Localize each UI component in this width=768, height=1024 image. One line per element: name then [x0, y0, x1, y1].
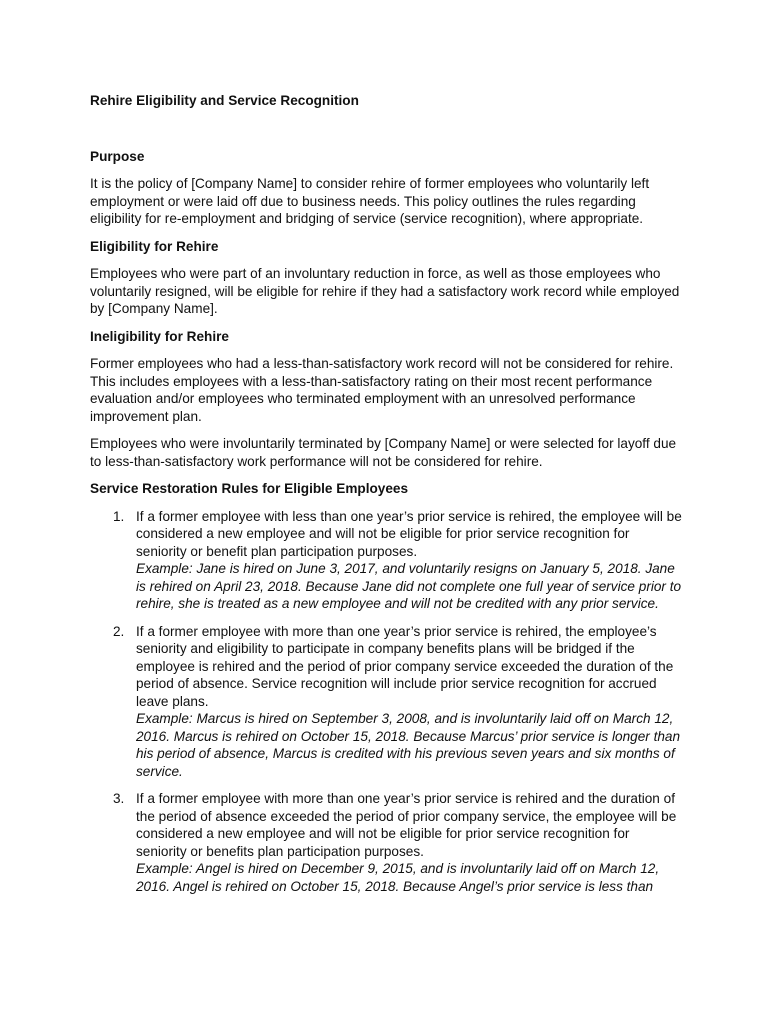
ineligibility-paragraph-1: Former employees who had a less-than-satisfactory work record will not be considered for rehire. This includes employees with a less-than-satisfactory rating on their most recent performance evaluation and/or employees who terminated employment with an unresolved performance improvement plan.: [90, 356, 674, 424]
list-item-number: 3.: [113, 791, 125, 806]
list-item: [90, 508, 682, 613]
list-item-number: 1.: [113, 508, 125, 524]
ineligibility-heading: Ineligibility for Rehire: [90, 328, 229, 344]
document-title: Rehire Eligibility and Service Recognition: [90, 93, 359, 108]
restoration-rules-list: [90, 508, 682, 896]
eligibility-heading: Eligibility for Rehire: [90, 238, 219, 254]
document-page: [90, 92, 682, 905]
ineligibility-paragraph-2: Employees who were involuntarily terminated by [Company Name] or were selected for layoff due to less-than-satisfactory work performance will not be considered for rehire.: [90, 436, 677, 469]
list-item-example: Example: Jane is hired on June 3, 2017, and voluntarily resigns on January 5, 2018. Jane is rehired on April 23, 2018. Because Jane did not complete one full year of service prior to rehire, she is treated as a new employee and will not be credited with any prior service.: [136, 561, 682, 611]
list-item-text: If a former employee with less than one year’s prior service is rehired, the employee will be considered a new employee and will not be eligible for prior service recognition for seniority or benefit plan participation purposes.: [136, 508, 682, 559]
purpose-paragraph: It is the policy of [Company Name] to consider rehire of former employees who voluntarily left employment or were laid off due to business needs. This policy outlines the rules regarding eligibility for re-employment and bridging of service (service recognition), where appropriate.: [90, 176, 650, 226]
list-item-text: If a former employee with more than one year’s prior service is rehired, the employee’s seniority and eligibility to participate in company benefits plans will be bridged if the employee is rehired and the period of prior company service exceeded the duration of the period of absence. Service recognition will include prior service recognition for accrued leave plans.: [136, 623, 674, 709]
list-item: [90, 623, 682, 781]
list-item-number: 2.: [113, 623, 125, 639]
restoration-heading: Service Restoration Rules for Eligible Employees: [90, 481, 409, 496]
purpose-heading: Purpose: [90, 148, 145, 164]
list-item-example: Example: Marcus is hired on September 3, 2008, and is involuntarily laid off on March 12, 2016. Marcus is rehired on October 15, 2018. Because Marcus’ prior service is longer than his period of absence, Marcus is credited with his previous seven years and six months of service.: [136, 711, 681, 779]
eligibility-paragraph: Employees who were part of an involuntary reduction in force, as well as those employees who voluntarily resigned, will be eligible for rehire if they had a satisfactory work record while employed by [Company Name].: [90, 266, 680, 316]
list-item: [90, 790, 682, 895]
list-item-text: If a former employee with more than one year’s prior service is rehired and the duration of the period of absence exceeded the period of prior company service, the employee will be considered a new employee and will not be eligible for prior service recognition for seniority or benefits plan participation purposes.: [136, 791, 677, 859]
list-item-example: Example: Angel is hired on December 9, 2015, and is involuntarily laid off on March 12, 2016. Angel is rehired on October 15, 2018. Because Angel’s prior service is less than: [136, 861, 660, 894]
